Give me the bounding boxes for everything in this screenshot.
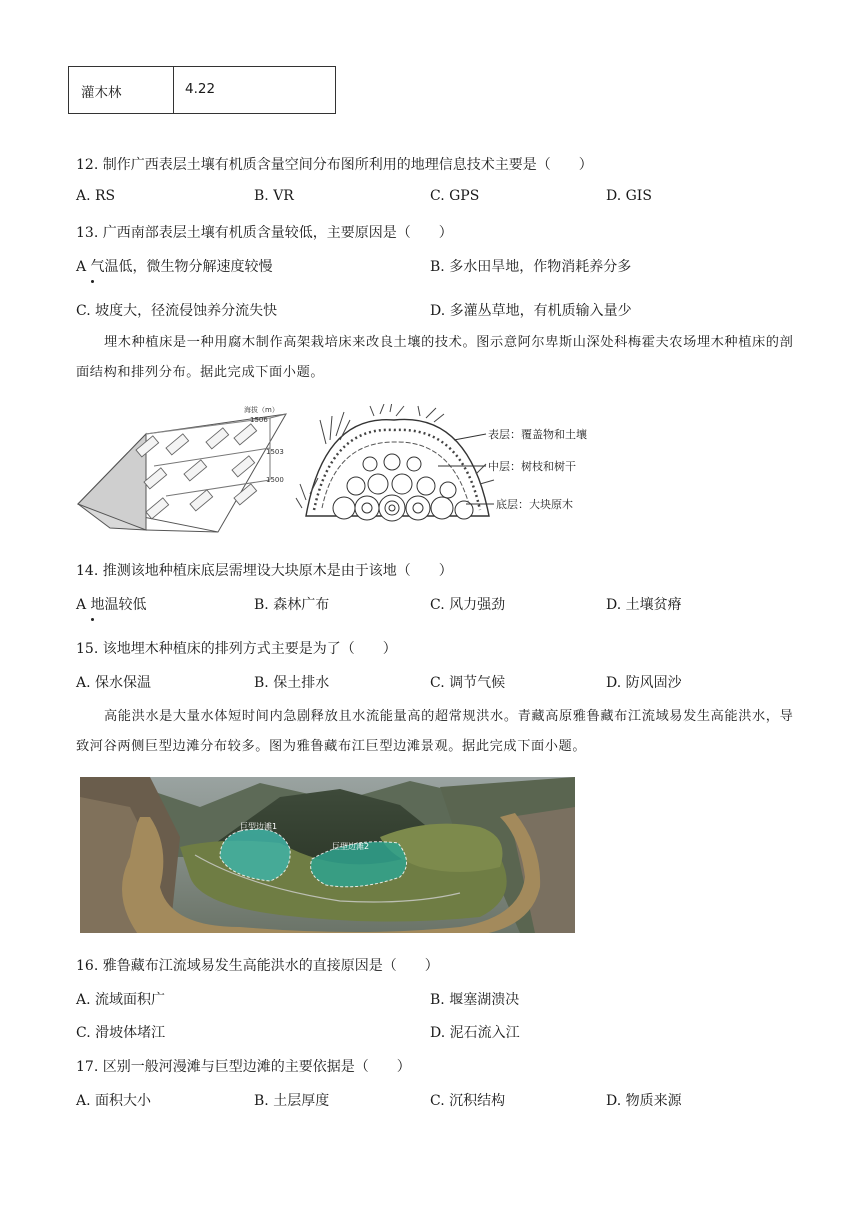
q13-option-a[interactable]: A 气温低，微生物分解速度较慢	[76, 259, 273, 275]
q14-option-d[interactable]: D. 土壤贫瘠	[606, 597, 682, 613]
q13-option-d[interactable]: D. 多灌丛草地，有机质输入量少	[430, 303, 632, 319]
q15-option-b[interactable]: B. 保土排水	[254, 675, 330, 691]
q17-option-a[interactable]: A. 面积大小	[76, 1093, 152, 1109]
slope-diagram	[78, 405, 286, 532]
point-bar-1-label: 巨型边滩1	[240, 822, 278, 831]
q16-stem: 16. 雅鲁藏布江流域易发生高能洪水的直接原因是（ ）	[76, 958, 439, 974]
passage-flood: 高能洪水是大量水体短时间内急剧释放且水流能量高的超常规洪水。青藏高原雅鲁藏布江流域易发生高能洪水，导致河谷两侧巨型边滩分布较多。图为雅鲁藏布江巨型边滩景观。据此完成下面小题。	[76, 709, 794, 754]
q16-option-b[interactable]: B. 堰塞湖溃决	[430, 992, 520, 1008]
emphasis-dot	[91, 280, 94, 283]
point-bar-2-label: 巨型边滩2	[332, 842, 370, 851]
q15-stem: 15. 该地埋木种植床的排列方式主要是为了（ ）	[76, 641, 397, 657]
elevation-1503: 1503	[266, 448, 284, 456]
q17-option-c[interactable]: C. 沉积结构	[430, 1093, 506, 1109]
giant-point-bar-photo	[80, 777, 575, 933]
layer-bottom-label: 底层：大块原木	[496, 498, 573, 511]
q16-option-a[interactable]: A. 流域面积广	[76, 992, 166, 1008]
layer-middle-label: 中层：树枝和树干	[488, 460, 576, 473]
q16-option-c[interactable]: C. 滑坡体堵江	[76, 1025, 166, 1041]
passage-wood-bed: 埋木种植床是一种用腐木制作高架栽培床来改良土壤的技术。图示意阿尔卑斯山深处科梅霍夫农场埋木种植床的剖面结构和排列分布。据此完成下面小题。	[76, 335, 794, 380]
q14-option-c[interactable]: C. 风力强劲	[430, 597, 506, 613]
q17-option-b[interactable]: B. 土层厚度	[254, 1093, 330, 1109]
q15-option-c[interactable]: C. 调节气候	[430, 675, 506, 691]
q12-option-a[interactable]: A. RS	[76, 188, 116, 204]
table-value: 4.22	[185, 81, 216, 97]
q13-stem: 13. 广西南部表层土壤有机质含量较低，主要原因是（ ）	[76, 225, 453, 241]
q13-option-b[interactable]: B. 多水田旱地，作物消耗养分多	[430, 259, 632, 275]
q15-option-d[interactable]: D. 防风固沙	[606, 675, 682, 691]
q12-stem: 12. 制作广西表层土壤有机质含量空间分布图所利用的地理信息技术主要是（ ）	[76, 157, 593, 173]
wood-bed-figure	[74, 404, 604, 544]
q17-stem: 17. 区别一般河漫滩与巨型边滩的主要依据是（ ）	[76, 1059, 411, 1075]
q14-option-b[interactable]: B. 森林广布	[254, 597, 330, 613]
q14-stem: 14. 推测该地种植床底层需埋设大块原木是由于该地（ ）	[76, 563, 453, 579]
layer-top-label: 表层：覆盖物和土壤	[488, 428, 587, 441]
q12-option-d[interactable]: D. GIS	[606, 188, 652, 204]
table-label-cell	[69, 67, 174, 113]
q12-option-c[interactable]: C. GPS	[430, 188, 480, 204]
q14-option-a[interactable]: A 地温较低	[76, 597, 147, 613]
bed-cross-section	[296, 404, 587, 521]
elevation-1506: 1506	[250, 416, 268, 424]
elevation-axis-title: 海拔（m）	[244, 406, 279, 414]
q16-option-d[interactable]: D. 泥石流入江	[430, 1025, 520, 1041]
vegetation-table	[68, 66, 336, 114]
q17-option-d[interactable]: D. 物质来源	[606, 1093, 682, 1109]
elevation-1500: 1500	[266, 476, 284, 484]
table-label: 灌木林	[81, 85, 122, 101]
q13-option-c[interactable]: C. 坡度大，径流侵蚀养分流失快	[76, 303, 278, 319]
q15-option-a[interactable]: A. 保水保温	[76, 675, 152, 691]
q12-option-b[interactable]: B. VR	[254, 188, 294, 204]
emphasis-dot	[91, 618, 94, 621]
